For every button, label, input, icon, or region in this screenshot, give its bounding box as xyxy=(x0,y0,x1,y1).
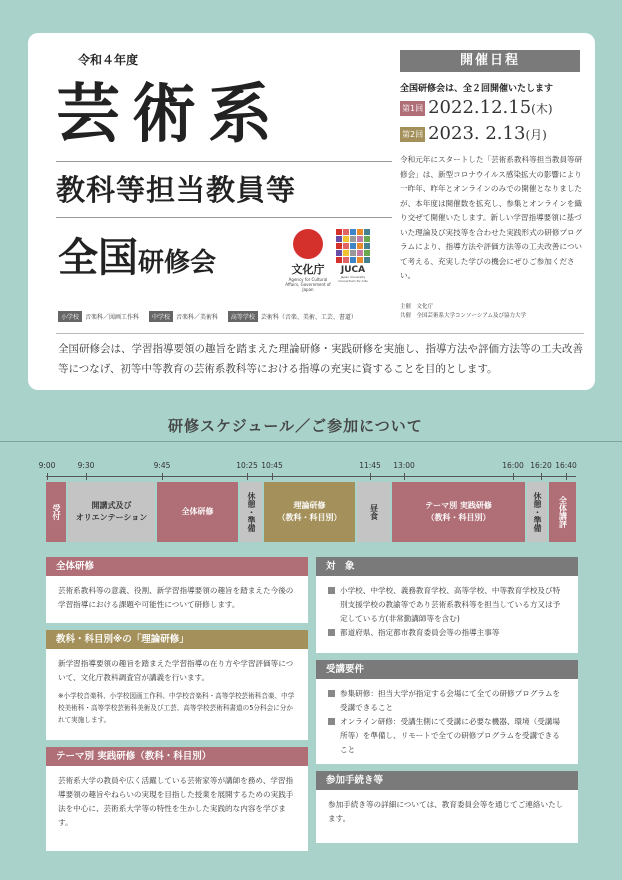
header-card xyxy=(28,33,595,390)
timeline-time: 11:45 xyxy=(359,461,381,470)
panel-body xyxy=(46,649,308,734)
panel-yoken xyxy=(316,660,578,764)
mosaic-cell xyxy=(357,236,363,242)
list-item xyxy=(328,715,566,757)
timeline-time: 9:45 xyxy=(153,461,171,470)
timeline-tick xyxy=(272,473,273,480)
panel-body: 芸術系大学の教員や広く活躍している芸術家等が講師を務め、学習指導要領の趣旨やねらいの実現を目指した授業を展開するための実践手法を中心に、芸術系大学等の特性を生かした実践的な内容を学びます。 xyxy=(58,776,294,827)
mosaic-cell xyxy=(336,250,342,256)
timeline-tick xyxy=(541,473,542,480)
title-rule xyxy=(56,161,392,162)
timeline-block xyxy=(392,482,525,542)
panel-body xyxy=(316,576,578,648)
subject-level: 中学校 xyxy=(149,311,173,322)
timeline-tick xyxy=(162,473,163,480)
timeline-block xyxy=(157,482,238,542)
organizers xyxy=(400,303,526,321)
date-value: 2023. 2.13 xyxy=(428,123,526,144)
mosaic-cell xyxy=(350,236,356,242)
date-second xyxy=(400,123,547,144)
mosaic-cell xyxy=(343,243,349,249)
timeline-block-label: 受付 xyxy=(52,504,61,520)
cohost-label: 共催 xyxy=(400,313,412,319)
mosaic-cell xyxy=(357,257,363,263)
juca-name: JUCA xyxy=(340,265,366,275)
subtitle-rule xyxy=(56,217,392,218)
juca-logo xyxy=(333,229,373,283)
purpose-rule xyxy=(56,333,584,334)
event-name xyxy=(58,226,216,283)
timeline-time: 13:00 xyxy=(393,461,415,470)
host-name: 文化庁 xyxy=(416,304,434,310)
timeline-tick xyxy=(47,473,48,480)
subject-names: 音楽科／美術科 xyxy=(175,314,218,321)
mosaic-cell xyxy=(357,243,363,249)
bunkacho-mark-icon xyxy=(293,229,323,259)
section-title: 研修スケジュール／ご参加について xyxy=(168,417,423,435)
timeline-tick xyxy=(566,473,567,480)
timeline-tick xyxy=(513,473,514,480)
panel-note: ※小学校音楽科、小学校図画工作科、中学校音楽科・高等学校芸術科音楽、中学校美術科・高等学校芸術科美術及び工芸、高等学校芸術科書道の5分科会に分かれて実施します。 xyxy=(58,692,295,724)
subtitle: 教科等担当教員等 xyxy=(56,173,297,207)
timeline-block xyxy=(264,482,355,542)
timeline-block xyxy=(46,482,66,542)
list-item-text: オンライン研修：受講生側にて受講に必要な機器、環境（受講場所等）を準備し、リモートで全ての研修プログラムを受講できること xyxy=(340,717,560,754)
bullet-icon xyxy=(328,629,335,636)
timeline-block-label: 開講式及び オリエンテーション xyxy=(75,501,148,522)
mosaic-cell xyxy=(343,250,349,256)
timeline-time: 16:20 xyxy=(530,461,552,470)
section-rule xyxy=(0,441,622,442)
timeline-time: 10:25 xyxy=(236,461,258,470)
date-weekday: (月) xyxy=(525,128,547,142)
panel-text: 新学習指導要領の趣旨を踏まえた学習指導の在り方や学習評価等について、文化庁教科調査官が講義を行います。 xyxy=(58,659,294,682)
list-item xyxy=(328,584,566,626)
mosaic-cell xyxy=(343,229,349,235)
mosaic-cell xyxy=(364,229,370,235)
date-first xyxy=(400,97,553,118)
mosaic-cell xyxy=(336,257,342,263)
mosaic-cell xyxy=(350,229,356,235)
panel-title: 教科・科目別※の「理論研修」 xyxy=(46,630,308,649)
mosaic-cell xyxy=(350,250,356,256)
list-item xyxy=(328,687,566,715)
subject-list xyxy=(58,311,365,322)
timeline-block-label: 全体研修 xyxy=(181,507,214,516)
juca-english: Japan University Consortium for Arts xyxy=(338,275,368,283)
schedule-note: 全国研修会は、全２回開催いたします xyxy=(400,84,554,94)
bullet-icon xyxy=(328,718,335,725)
subject-names: 音楽科／図画工作科 xyxy=(85,314,140,321)
host-label: 主催 xyxy=(400,304,412,310)
timeline-tick xyxy=(370,473,371,480)
fiscal-year: 令和４年度 xyxy=(78,53,139,67)
date-tag: 第1回 xyxy=(400,101,425,116)
mosaic-cell xyxy=(336,236,342,242)
timeline-time: 9:00 xyxy=(38,461,56,470)
timeline-block xyxy=(549,482,576,542)
bullet-icon xyxy=(328,690,335,697)
panel-zentai xyxy=(46,557,308,623)
timeline-block-label: 理論研修 （教科・科目別） xyxy=(277,501,342,522)
mosaic-cell xyxy=(357,229,363,235)
timeline-block-label: 昼食 xyxy=(369,504,379,520)
timeline-block xyxy=(527,482,547,542)
date-tag: 第2回 xyxy=(400,127,425,142)
event-name-small: 研修会 xyxy=(138,248,217,278)
list-item xyxy=(328,626,566,640)
timeline-block xyxy=(68,482,155,542)
timeline-time: 16:00 xyxy=(502,461,524,470)
subject-level: 小学校 xyxy=(58,311,82,322)
panel-title: 全体研修 xyxy=(46,557,308,576)
list-item-text: 小学校、中学校、義務教育学校、高等学校、中等教育学校及び特別支援学校の教諭等であり芸術系教科等を担当している方又は予定している方(非常勤講師等を含む) xyxy=(340,586,561,623)
mosaic-cell xyxy=(350,257,356,263)
juca-mosaic-icon xyxy=(333,229,373,263)
panel-title: 受講要件 xyxy=(316,660,578,679)
panel-title: テーマ別 実践研修（教科・科目別） xyxy=(46,747,308,766)
schedule-heading: 開催日程 xyxy=(400,50,580,72)
list-item-text: 都道府県、指定都市教育委員会等の指導主事等 xyxy=(340,628,500,637)
main-title: 芸術系 xyxy=(56,77,284,152)
timeline-axis xyxy=(46,476,576,477)
panel-jissen xyxy=(46,747,308,851)
mosaic-cell xyxy=(357,250,363,256)
mosaic-cell xyxy=(336,229,342,235)
mosaic-cell xyxy=(350,243,356,249)
timeline-tick xyxy=(404,473,405,480)
bunkacho-english: Agency for Cultural Affairs, Government of Japan xyxy=(285,277,331,292)
list-item-text: 参集研修：担当大学が指定する会場にて全ての研修プログラムを受講できること xyxy=(340,689,561,712)
timeline-time: 10:45 xyxy=(261,461,283,470)
mosaic-cell xyxy=(343,236,349,242)
purpose-text: 全国研修会は、学習指導要領の趣旨を踏まえた理論研修・実践研修を実施し、指導方法や評価方法等の工夫改善等につなげ、初等中等教育の芸術系教科等における指導の充実に資することを目的とします。 xyxy=(58,343,583,375)
timeline-block-label: テーマ別 実践研修 （教科・科目別） xyxy=(425,501,492,522)
panel-taisho xyxy=(316,557,578,653)
timeline-block xyxy=(240,482,262,542)
mosaic-cell xyxy=(364,236,370,242)
panel-title: 参加手続き等 xyxy=(316,771,578,790)
timeline-block xyxy=(357,482,390,542)
panel-tetsuzuki xyxy=(316,771,578,843)
timeline-time: 9:30 xyxy=(77,461,95,470)
mosaic-cell xyxy=(364,243,370,249)
timeline-block-label: 休憩・準備 xyxy=(247,492,256,532)
date-value: 2022.12.15 xyxy=(428,97,532,118)
mosaic-cell xyxy=(364,257,370,263)
event-name-large: 全国 xyxy=(58,234,138,281)
subject-level: 高等学校 xyxy=(228,311,258,322)
timeline-block-label: 休憩・準備 xyxy=(533,492,542,532)
bullet-icon xyxy=(328,587,335,594)
bunkacho-logo xyxy=(283,229,333,292)
panel-body: 芸術系教科等の意義、役割、新学習指導要領の趣旨を踏まえた今後の学習指導における課題や可能性について研修します。 xyxy=(58,586,294,609)
subject-names: 芸術科（音楽、美術、工芸、書道） xyxy=(260,314,357,321)
panel-body xyxy=(316,679,578,765)
timeline-time: 16:40 xyxy=(555,461,577,470)
cohost-name: 全国芸術系大学コンソーシアム及び協力大学 xyxy=(416,313,527,319)
timeline-block-label: 全体講評 xyxy=(558,496,568,528)
panel-body: 参加手続き等の詳細については、教育委員会等を通じてご連絡いたします。 xyxy=(328,800,564,823)
panel-title: 対 象 xyxy=(316,557,578,576)
timeline-tick xyxy=(86,473,87,480)
mosaic-cell xyxy=(343,257,349,263)
mosaic-cell xyxy=(364,250,370,256)
panel-riron xyxy=(46,630,308,740)
date-weekday: (木) xyxy=(531,102,553,116)
mosaic-cell xyxy=(336,243,342,249)
intro-text: 令和元年にスタートした「芸術系教科等担当教員等研修会」は、新型コロナウイルス感染拡大の影響により一昨年、昨年とオンラインのみでの開催となりましたが、本年度は開催数を拡充し、参集とオンラインを織り交ぜて開催いたします。新しい学習指導要領に基づいた理論及び実技等を合わせた実践形式の研修プログラムにより、指導方法や評価方法等の工夫改善について考える、充実した学びの機会にぜひご参加ください。 xyxy=(400,155,583,280)
timeline-tick xyxy=(247,473,248,480)
bunkacho-name: 文化庁 xyxy=(291,263,325,276)
